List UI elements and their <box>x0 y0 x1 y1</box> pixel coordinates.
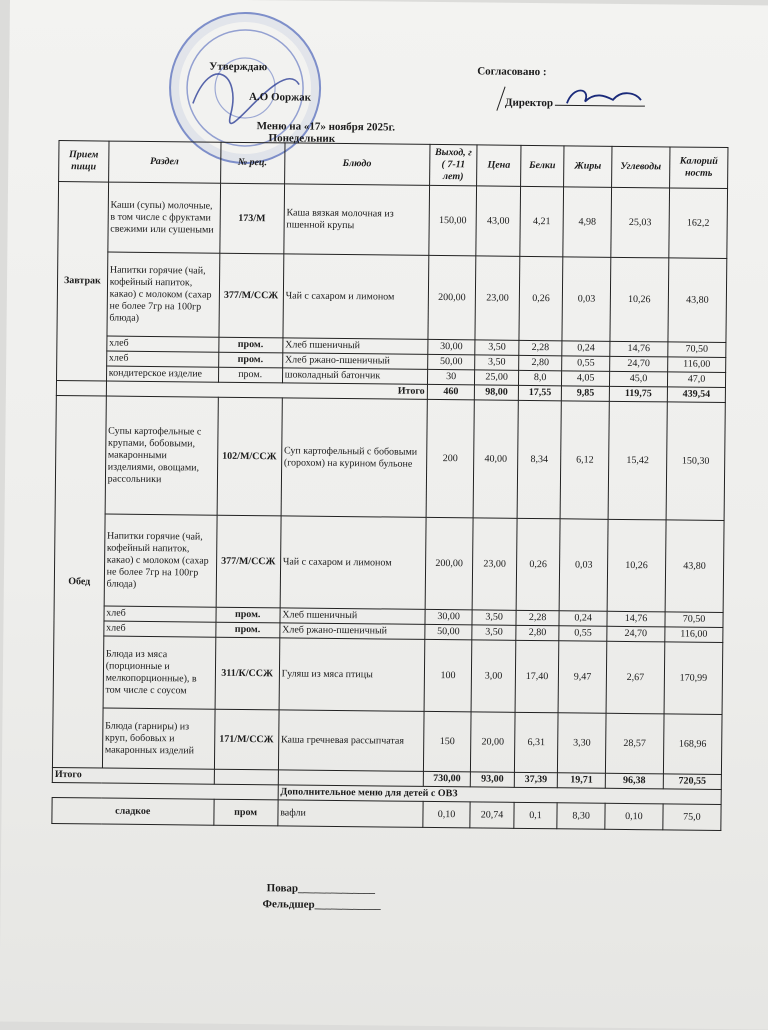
price-cell: 3,50 <box>472 625 516 640</box>
dish-cell: Хлеб ржано-пшеничный <box>282 353 427 370</box>
calories-cell: 43,80 <box>668 258 727 343</box>
total-label: Итого <box>52 768 214 785</box>
price-cell: 23,00 <box>472 518 516 610</box>
recipe-cell: 377/М/ССЖ <box>219 253 284 338</box>
total-price: 98,00 <box>475 385 519 400</box>
price-cell: 3,50 <box>475 355 519 370</box>
total-calories: 720,55 <box>663 774 721 790</box>
section-cell: хлеб <box>104 621 216 637</box>
section-cell: Блюда (гарниры) из круп, бобовых и макаронных изделий <box>102 708 214 769</box>
meal-breakfast: Завтрак <box>57 182 109 382</box>
carbs-cell: 10,26 <box>607 519 666 612</box>
carbs-cell: 14,76 <box>610 341 668 357</box>
dish-cell: Хлеб пшеничный <box>283 338 428 355</box>
protein-cell: 2,80 <box>516 625 560 640</box>
col-header: Выход, г ( 7-11 лет) <box>429 144 477 185</box>
fat-cell: 0,03 <box>562 257 611 341</box>
protein-cell: 17,40 <box>515 640 559 712</box>
fat-cell: 9,47 <box>558 641 606 713</box>
total-protein: 17,55 <box>518 385 562 400</box>
extra-price: 20,74 <box>470 802 514 828</box>
portion-cell: 150 <box>423 711 471 771</box>
section-cell: Каши (супы) молочные, в том числе с фруктами свежими или сушеными <box>108 182 221 253</box>
col-header: № рец. <box>220 142 285 184</box>
total-protein: 37,39 <box>514 772 558 787</box>
portion-cell: 100 <box>424 639 472 711</box>
price-cell: 3,50 <box>475 340 519 355</box>
total-carbs: 119,75 <box>609 386 667 402</box>
calories-cell: 70,50 <box>665 612 723 628</box>
extra-portion: 0,10 <box>423 801 471 827</box>
total-carbs: 96,38 <box>605 773 663 789</box>
protein-cell: 0,26 <box>519 256 563 340</box>
protein-cell: 4,21 <box>520 186 564 256</box>
medic-signature-line: Фельдшер____________ <box>262 898 381 912</box>
weekday: Понедельник <box>268 132 336 145</box>
protein-cell: 2,80 <box>518 355 562 370</box>
col-header: Прием пищи <box>59 141 109 183</box>
fat-cell: 0,03 <box>559 519 608 611</box>
extra-calories: 75,0 <box>663 804 721 831</box>
carbs-cell: 25,03 <box>611 187 670 258</box>
approve-name: А.О Ооржак <box>248 91 312 104</box>
protein-cell: 8,34 <box>517 400 562 518</box>
total-price: 93,00 <box>471 772 515 787</box>
extra-fat: 8,30 <box>557 803 605 829</box>
fat-cell: 4,05 <box>562 371 610 386</box>
recipe-cell: пром. <box>218 367 282 383</box>
extra-menu-title: Дополнительное меню для детей с ОВЗ <box>278 785 721 805</box>
carbs-cell: 28,57 <box>605 713 664 774</box>
portion-cell: 200 <box>426 399 475 517</box>
section-cell: хлеб <box>106 351 218 367</box>
fat-cell: 0,55 <box>562 356 610 371</box>
dish-cell: Чай с сахаром и лимоном <box>283 254 429 340</box>
protein-cell: 0,26 <box>516 518 560 610</box>
calories-cell: 47,0 <box>667 372 725 388</box>
recipe-cell: 173/М <box>219 183 284 254</box>
dish-cell: шоколадный батончик <box>282 368 427 385</box>
dish-cell: Чай с сахаром и лимоном <box>280 516 426 610</box>
fat-cell: 4,98 <box>563 187 611 257</box>
carbs-cell: 10,26 <box>610 257 669 342</box>
portion-cell: 30 <box>427 369 475 384</box>
carbs-cell: 15,42 <box>608 401 667 520</box>
table-header-row <box>59 141 728 189</box>
section-cell: Блюда из мяса (порционные и мелкопорционные), в том числе с соусом <box>103 636 216 709</box>
calories-cell: 70,50 <box>668 342 726 358</box>
price-cell: 20,00 <box>471 712 515 772</box>
section-cell: Напитки горячие (чай, кофейный напиток, какао) с молоком (сахар не более 7гр на 100гр блюда) <box>104 514 217 607</box>
fat-cell: 0,55 <box>559 626 607 641</box>
carbs-cell: 14,76 <box>607 611 665 627</box>
calories-cell: 116,00 <box>665 627 723 643</box>
table-row <box>54 514 724 613</box>
protein-cell: 2,28 <box>519 340 563 355</box>
dish-cell: Суп картофельный с бобовыми (горохом) на курином бульоне <box>281 398 427 518</box>
total-portion: 730,00 <box>423 771 471 786</box>
total-fat: 9,85 <box>562 386 610 401</box>
calories-cell: 150,30 <box>666 402 725 521</box>
portion-cell: 30,00 <box>428 339 476 354</box>
recipe-cell: пром. <box>218 352 282 368</box>
table-row <box>55 396 725 521</box>
recipe-cell: 171/М/ССЖ <box>214 709 279 770</box>
col-header: Цена <box>477 145 521 186</box>
dish-cell: Гуляш из мяса птицы <box>279 638 425 712</box>
total-calories: 439,54 <box>667 387 725 403</box>
menu-table <box>51 140 728 831</box>
meal-lunch: Обед <box>52 396 106 769</box>
extra-section: сладкое <box>52 798 214 826</box>
extra-dish: вафли <box>278 800 423 828</box>
portion-cell: 200,00 <box>425 517 474 609</box>
protein-cell: 6,31 <box>514 712 558 772</box>
calories-cell: 170,99 <box>664 642 723 715</box>
price-cell: 3,50 <box>472 610 516 625</box>
calories-cell: 168,96 <box>663 714 722 775</box>
table-row <box>57 252 727 343</box>
protein-cell: 2,28 <box>516 610 560 625</box>
section-cell: Супы картофельные с крупами, бобовыми, макаронными изделиями, овощами, рассольники <box>105 396 218 515</box>
section-cell: хлеб <box>107 336 219 352</box>
price-cell: 3,00 <box>471 640 515 712</box>
calories-cell: 43,80 <box>665 520 724 613</box>
extra-protein: 0,1 <box>514 802 558 828</box>
total-portion: 460 <box>427 384 475 399</box>
col-header: Углеводы <box>612 146 670 188</box>
section-cell: хлеб <box>104 606 216 622</box>
portion-cell: 30,00 <box>425 609 473 624</box>
recipe-cell: 311/К/ССЖ <box>215 637 280 710</box>
fat-cell: 3,30 <box>558 713 606 773</box>
recipe-cell: пром. <box>215 622 279 638</box>
col-header: Раздел <box>108 141 220 183</box>
carbs-cell: 24,70 <box>607 626 665 642</box>
recipe-cell: пром. <box>216 607 280 623</box>
table-row <box>52 708 722 775</box>
section-cell: Напитки горячие (чай, кофейный напиток, какао) с молоком (сахар не более 7гр на 100гр блюда) <box>107 252 220 337</box>
carbs-cell: 24,70 <box>610 356 668 372</box>
calories-cell: 116,00 <box>668 357 726 373</box>
protein-cell: 8,0 <box>518 370 562 385</box>
table-row <box>53 636 723 715</box>
agreed-label: Согласовано : <box>477 65 547 79</box>
dish-cell: Каша гречневая рассыпчатая <box>278 710 424 772</box>
price-cell: 40,00 <box>473 400 518 518</box>
fat-cell: 0,24 <box>559 611 607 626</box>
total-fat: 19,71 <box>558 773 606 788</box>
portion-cell: 50,00 <box>427 354 475 369</box>
recipe-cell: 377/М/ССЖ <box>216 515 281 608</box>
director-signature <box>495 81 655 117</box>
carbs-cell: 2,67 <box>606 641 665 714</box>
extra-recipe: пром <box>213 799 277 826</box>
approve-label: Утверждаю <box>209 60 268 74</box>
dish-cell: Хлеб пшеничный <box>280 608 425 625</box>
total-label: Итого <box>106 381 427 399</box>
portion-cell: 50,00 <box>425 624 473 639</box>
col-header: Калорий ность <box>669 147 727 189</box>
cook-signature-line: Повар______________ <box>266 882 376 896</box>
portion-cell: 200,00 <box>428 255 477 339</box>
dish-cell: Хлеб ржано-пшеничный <box>280 623 425 640</box>
menu-date: Меню на «17» ноября 2025г. <box>256 120 396 134</box>
price-cell: 23,00 <box>475 256 519 340</box>
fat-cell: 6,12 <box>560 401 609 519</box>
section-cell: кондитерское изделие <box>106 366 218 382</box>
recipe-cell: 102/М/ССЖ <box>217 397 282 516</box>
portion-cell: 150,00 <box>429 185 477 255</box>
col-header: Жиры <box>564 146 612 187</box>
calories-cell: 162,2 <box>669 188 728 259</box>
extra-carbs: 0,10 <box>605 803 663 830</box>
col-header: Белки <box>520 145 564 186</box>
carbs-cell: 45,0 <box>609 371 667 387</box>
price-cell: 25,00 <box>475 370 519 385</box>
director-label: Директор <box>504 96 554 110</box>
recipe-cell: пром. <box>218 337 282 353</box>
fat-cell: 0,24 <box>562 341 610 356</box>
dish-cell: Каша вязкая молочная из пшенной крупы <box>284 184 430 256</box>
price-cell: 43,00 <box>476 186 520 256</box>
table-row <box>58 182 728 259</box>
col-header: Блюдо <box>284 143 429 186</box>
